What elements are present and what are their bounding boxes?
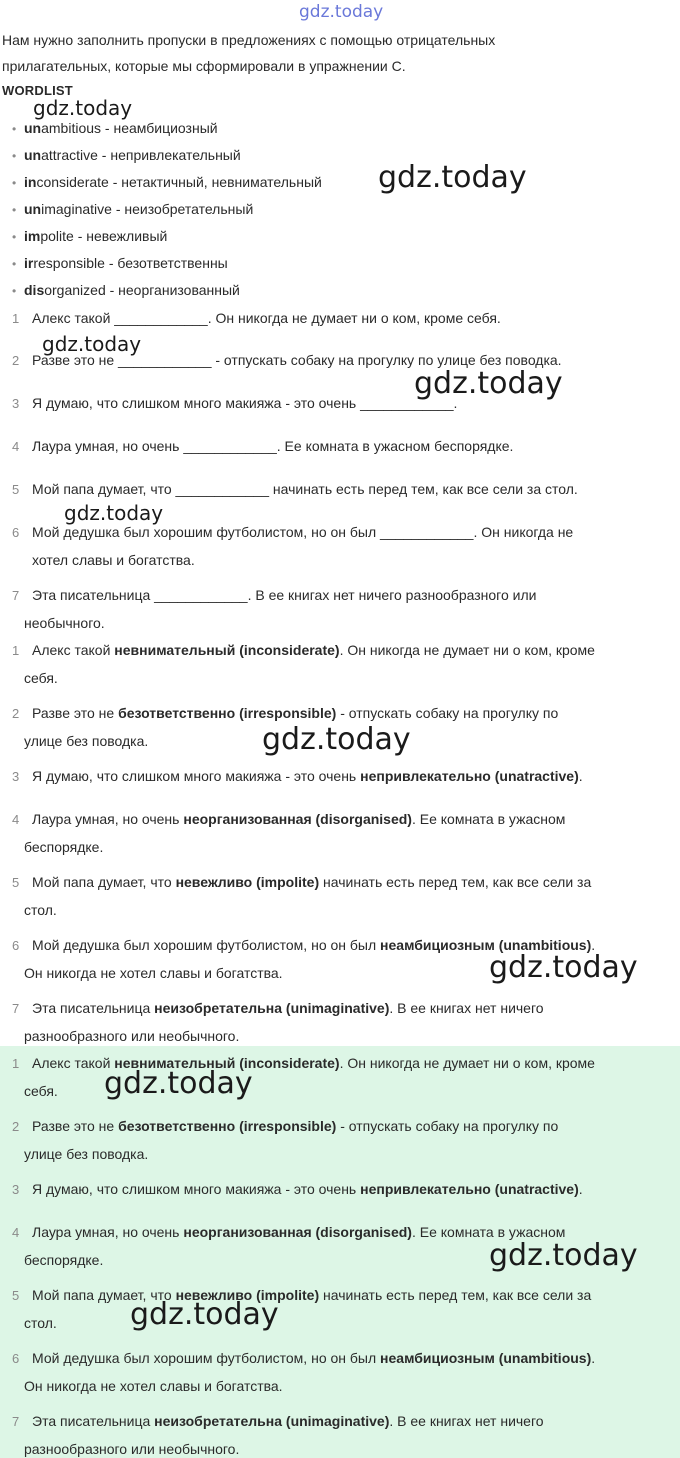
answer-sentence-cont: себя. — [24, 1083, 58, 1099]
answer-sentence: Мой дедушка был хорошим футболистом, но он был неамбициозным (unambitious). — [32, 937, 596, 953]
answer-sentence: Алекс такой невнимательный (inconsiderate). Он никогда не думает ни о ком, кроме — [32, 642, 595, 658]
exercise-sentence: Эта писательница ____________. В ее книгах нет ничего разнообразного или — [32, 587, 537, 603]
wordlist-item: • impolite - невежливый — [12, 228, 168, 244]
answer-sentence: Мой дедушка был хорошим футболистом, но он был неамбициозным (unambitious). — [32, 1350, 596, 1366]
answer-sentence: Эта писательница неизобретательна (unimaginative). В ее книгах нет ничего — [32, 1413, 544, 1429]
top-watermark: gdz.today — [299, 2, 384, 22]
intro-line-1: Нам нужно заполнить пропуски в предложениях с помощью отрицательных — [2, 32, 496, 48]
exercise-sentence: Я думаю, что слишком много макияжа - это очень ____________. — [32, 395, 458, 411]
item-number: 1 — [12, 1056, 20, 1071]
exercise-sentence: Лаура умная, но очень ____________. Ее комната в ужасном беспорядке. — [32, 438, 514, 454]
watermark: gdz.today — [378, 160, 527, 195]
exercise-sentence-cont: необычного. — [24, 615, 105, 631]
answer-sentence: Эта писательница неизобретательна (unimaginative). В ее книгах нет ничего — [32, 1000, 544, 1016]
item-number: 1 — [12, 643, 20, 658]
item-number: 7 — [12, 1001, 20, 1016]
watermark: gdz.today — [489, 1238, 638, 1273]
exercise-sentence-cont: хотел славы и богатства. — [32, 552, 195, 568]
item-number: 3 — [12, 769, 20, 784]
item-number: 4 — [12, 812, 20, 827]
watermark: gdz.today — [262, 722, 411, 757]
answer-sentence: Разве это не безответственно (irresponsible) - отпускать собаку на прогулку по — [32, 705, 559, 721]
answer-sentence-cont: стол. — [24, 1315, 57, 1331]
item-number: 6 — [12, 525, 20, 540]
answer-sentence: Алекс такой невнимательный (inconsiderate). Он никогда не думает ни о ком, кроме — [32, 1055, 595, 1071]
item-number: 6 — [12, 938, 20, 953]
watermark: gdz.today — [33, 96, 133, 120]
answer-sentence-cont: Он никогда не хотел славы и богатства. — [24, 1378, 283, 1394]
answer-sentence-cont: себя. — [24, 670, 58, 686]
wordlist-item: • inconsiderate - нетактичный, невнимательный — [12, 174, 322, 190]
item-number: 7 — [12, 1414, 20, 1429]
exercise-sentence: Мой папа думает, что ____________ начинать есть перед тем, как все сели за стол. — [32, 481, 578, 497]
item-number: 5 — [12, 1288, 20, 1303]
answer-sentence-cont: стол. — [24, 902, 57, 918]
wordlist-item: • unattractive - непривлекательный — [12, 147, 241, 163]
wordlist-item: • irresponsible - безответственны — [12, 255, 228, 271]
wordlist-item: • unimaginative - неизобретательный — [12, 201, 254, 217]
item-number: 7 — [12, 588, 20, 603]
item-number: 6 — [12, 1351, 20, 1366]
exercise-sentence: Мой дедушка был хорошим футболистом, но он был ____________. Он никогда не — [32, 524, 574, 540]
exercise-sentence: Алекс такой ____________. Он никогда не думает ни о ком, кроме себя. — [32, 310, 501, 326]
answer-sentence: Разве это не безответственно (irresponsible) - отпускать собаку на прогулку по — [32, 1118, 559, 1134]
wordlist-title: WORDLIST — [2, 83, 73, 98]
watermark: gdz.today — [130, 1297, 279, 1332]
item-number: 3 — [12, 396, 20, 411]
answer-sentence: Мой папа думает, что невежливо (impolite) начинать есть перед тем, как все сели за — [32, 874, 592, 890]
answer-sentence: Лаура умная, но очень неорганизованная (disorganised). Ее комната в ужасном — [32, 1224, 566, 1240]
intro-line-2: прилагательных, которые мы сформировали в упражнении С. — [2, 58, 406, 74]
item-number: 2 — [12, 706, 20, 721]
answer-sentence: Я думаю, что слишком много макияжа - это очень непривлекательно (unatractive). — [32, 1181, 583, 1197]
item-number: 5 — [12, 482, 20, 497]
watermark: gdz.today — [414, 366, 563, 401]
item-number: 5 — [12, 875, 20, 890]
item-number: 4 — [12, 439, 20, 454]
watermark: gdz.today — [104, 1066, 253, 1101]
watermark: gdz.today — [64, 501, 164, 525]
answer-sentence-cont: улице без поводка. — [24, 733, 149, 749]
answer-sentence: Лаура умная, но очень неорганизованная (disorganised). Ее комната в ужасном — [32, 811, 566, 827]
watermark: gdz.today — [42, 332, 142, 356]
item-number: 3 — [12, 1182, 20, 1197]
answer-sentence-cont: беспорядке. — [24, 839, 104, 855]
answer-sentence-cont: улице без поводка. — [24, 1146, 149, 1162]
item-number: 4 — [12, 1225, 20, 1240]
answer-sentence: Мой папа думает, что невежливо (impolite) начинать есть перед тем, как все сели за — [32, 1287, 592, 1303]
answer-sentence-cont: беспорядке. — [24, 1252, 104, 1268]
wordlist-item: • unambitious - неамбициозный — [12, 120, 218, 136]
wordlist-item: • disorganized - неорганизованный — [12, 282, 240, 298]
answer-sentence-cont: разнообразного или необычного. — [24, 1028, 240, 1044]
answer-sentence-cont: разнообразного или необычного. — [24, 1441, 240, 1457]
watermark: gdz.today — [489, 950, 638, 985]
answer-sentence-cont: Он никогда не хотел славы и богатства. — [24, 965, 283, 981]
exercise-sentence: Разве это не ____________ - отпускать собаку на прогулку по улице без поводка. — [32, 352, 562, 368]
item-number: 2 — [12, 1119, 20, 1134]
item-number: 1 — [12, 311, 20, 326]
answer-sentence: Я думаю, что слишком много макияжа - это очень непривлекательно (unatractive). — [32, 768, 583, 784]
item-number: 2 — [12, 353, 20, 368]
